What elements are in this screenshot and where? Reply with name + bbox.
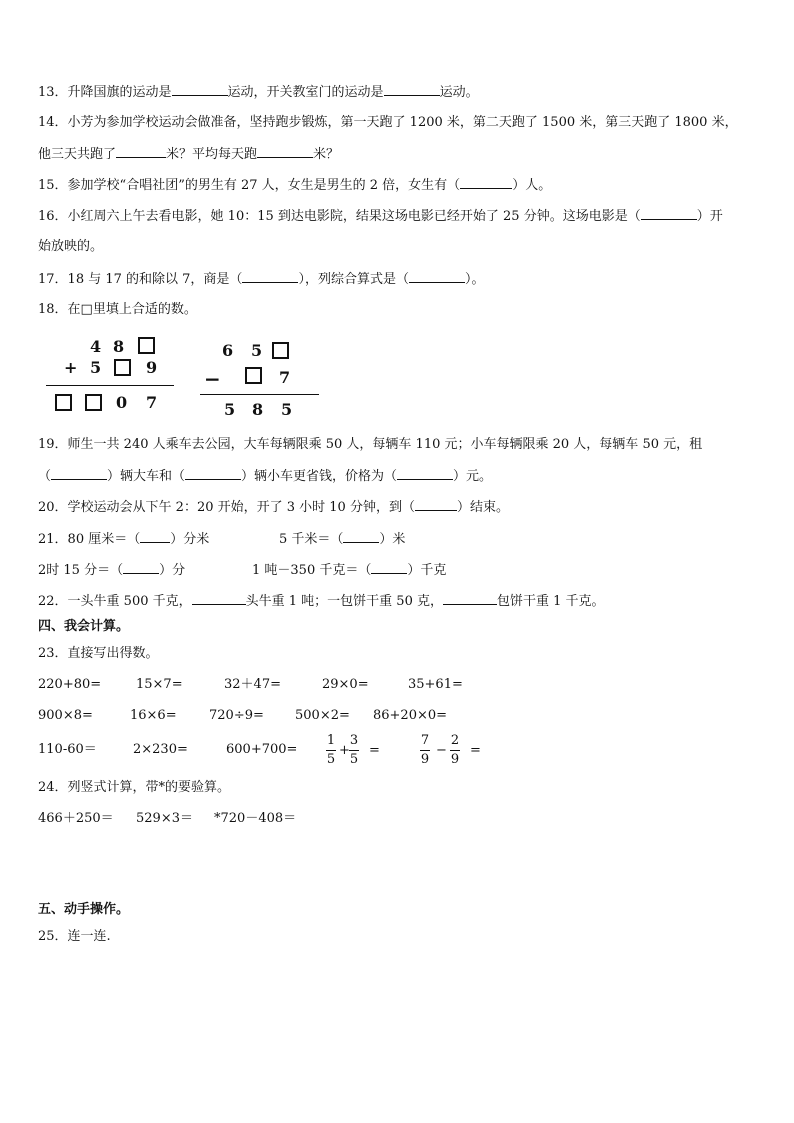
sum-line xyxy=(46,385,174,386)
question-14-line2: 他三天共跑了 米？平均每天跑 米？ xyxy=(38,147,340,162)
question-21-a: 21．80 厘米＝（ ）分米 xyxy=(38,532,210,547)
question-14-line1: 14．小芳为参加学校运动会做准备，坚持跑步锻炼，第一天跑了 1200 米，第二天跑了 1500 米，第三天跑了 1800 米， xyxy=(38,115,738,130)
equals-sign: = xyxy=(369,743,380,758)
answer-blank[interactable] xyxy=(51,467,107,480)
question-21-d: 1 吨－350 千克＝（ ）千克 xyxy=(252,563,447,578)
section-5-heading: 五、动手操作。 xyxy=(38,902,130,917)
answer-blank[interactable] xyxy=(172,83,228,96)
answer-blank[interactable] xyxy=(460,176,512,189)
fill-box[interactable] xyxy=(55,394,72,411)
question-24-title: 24．列竖式计算，带*的要验算。 xyxy=(38,780,231,795)
plus-sign: + xyxy=(339,743,350,758)
answer-blank[interactable] xyxy=(242,270,298,283)
equals-sign: = xyxy=(470,743,481,758)
question-21-c: 2时 15 分＝（ ）分 xyxy=(38,563,186,578)
answer-blank[interactable] xyxy=(123,561,159,574)
digit: 7 xyxy=(279,368,291,387)
fraction: 3 5 xyxy=(349,733,359,767)
calc-item: 900×8= xyxy=(38,708,93,723)
fraction: 1 5 xyxy=(326,733,336,767)
question-18-title: 18．在□里填上合适的数。 xyxy=(38,302,197,317)
question-15: 15．参加学校“合唱社团”的男生有 27 人，女生是男生的 2 倍，女生有（ ）人。 xyxy=(38,178,552,193)
calc-item: 720÷9= xyxy=(209,708,264,723)
calc-item: 529×3＝ xyxy=(136,811,193,826)
calc-item: *720－408＝ xyxy=(214,811,297,826)
section-4-heading: 四、我会计算。 xyxy=(38,619,130,634)
digit: 5 xyxy=(251,341,263,360)
answer-blank[interactable] xyxy=(185,467,241,480)
calc-item: 220+80= xyxy=(38,677,102,692)
question-20: 20．学校运动会从下午 2：20 开始，开了 3 小时 10 分钟，到（ ）结束。 xyxy=(38,500,509,515)
answer-blank[interactable] xyxy=(384,83,440,96)
question-16-line2: 始放映的。 xyxy=(38,239,104,254)
answer-blank[interactable] xyxy=(641,207,697,220)
digit: 7 xyxy=(146,393,158,412)
minus-sign: − xyxy=(436,743,447,758)
digit: 9 xyxy=(146,358,158,377)
calc-item: 110-60＝ xyxy=(38,742,97,757)
answer-blank[interactable] xyxy=(397,467,453,480)
calc-item: 600+700= xyxy=(226,742,298,757)
calc-item: 35+61= xyxy=(408,677,463,692)
calc-item: 2×230= xyxy=(133,742,188,757)
calc-item: 32＋47= xyxy=(224,677,281,692)
answer-blank[interactable] xyxy=(116,145,166,158)
answer-blank[interactable] xyxy=(192,592,246,605)
fill-box[interactable] xyxy=(272,342,289,359)
fill-box[interactable] xyxy=(114,359,131,376)
calc-item: 15×7= xyxy=(136,677,183,692)
digit: 8 xyxy=(113,337,125,356)
answer-blank[interactable] xyxy=(257,145,313,158)
digit: 5 xyxy=(90,358,102,377)
digit: 8 xyxy=(252,400,264,419)
fraction: 2 9 xyxy=(450,733,460,767)
fill-box[interactable] xyxy=(85,394,102,411)
question-23-title: 23．直接写出得数。 xyxy=(38,646,159,661)
question-17: 17．18 与 17 的和除以 7，商是（ ），列综合算式是（ ）。 xyxy=(38,272,485,287)
minus-sign: − xyxy=(204,367,221,391)
question-19-line2: （ ）辆大车和（ ）辆小车更省钱，价格为（ ）元。 xyxy=(38,469,493,484)
digit: 6 xyxy=(222,341,234,360)
answer-blank[interactable] xyxy=(371,561,407,574)
difference-line xyxy=(200,394,319,395)
question-21-b: 5 千米＝（ ）米 xyxy=(279,532,406,547)
digit: 4 xyxy=(90,337,102,356)
digit: 5 xyxy=(224,400,236,419)
question-19-line1: 19．师生一共 240 人乘车去公园，大车每辆限乘 50 人，每辆车 110 元；小车每辆限乘 20 人，每辆车 50 元，租 xyxy=(38,437,703,452)
answer-blank[interactable] xyxy=(415,498,457,511)
question-13: 13．升降国旗的运动是 运动，开关教室门的运动是 运动。 xyxy=(38,85,479,100)
calc-item: 29×0= xyxy=(322,677,369,692)
calc-item: 16×6= xyxy=(130,708,177,723)
fill-box[interactable] xyxy=(138,337,155,354)
plus-sign: + xyxy=(64,358,78,377)
question-25: 25．连一连. xyxy=(38,929,111,944)
question-22: 22．一头牛重 500 千克， 头牛重 1 吨；一包饼干重 50 克， 包饼干重 1 千克。 xyxy=(38,594,605,609)
fill-box[interactable] xyxy=(245,367,262,384)
question-16-line1: 16．小红周六上午去看电影，她 10：15 到达电影院，结果这场电影已经开始了 25 分钟。这场电影是（ ）开 xyxy=(38,209,723,224)
answer-blank[interactable] xyxy=(140,530,170,543)
calc-item: 86+20×0= xyxy=(373,708,448,723)
answer-blank[interactable] xyxy=(443,592,497,605)
digit: 0 xyxy=(116,393,128,412)
calc-item: 500×2= xyxy=(295,708,350,723)
fraction: 7 9 xyxy=(420,733,430,767)
digit: 5 xyxy=(281,400,293,419)
answer-blank[interactable] xyxy=(409,270,465,283)
calc-item: 466＋250＝ xyxy=(38,811,114,826)
answer-blank[interactable] xyxy=(343,530,379,543)
